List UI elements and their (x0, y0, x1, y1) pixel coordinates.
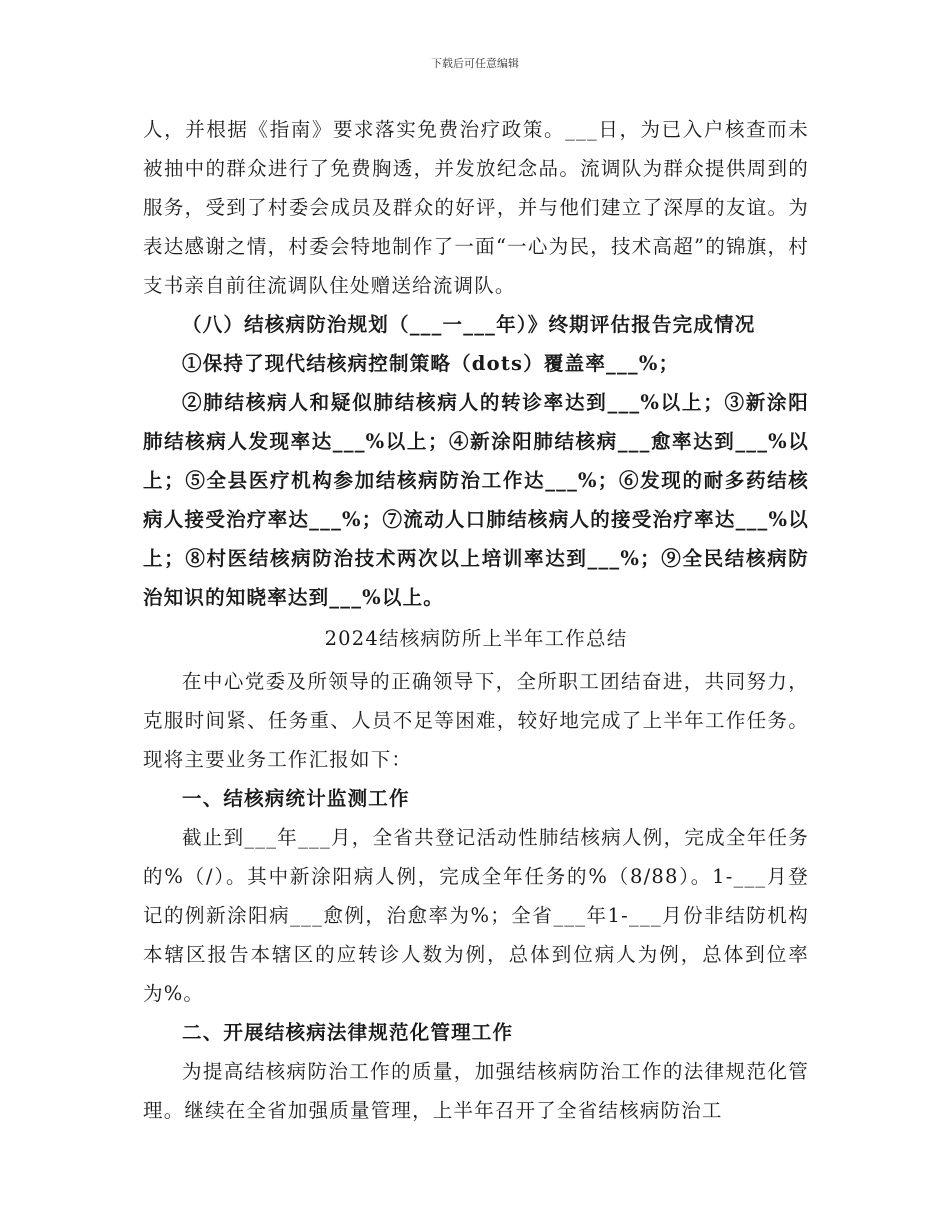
section-heading: 一、结核病统计监测工作 (182, 787, 410, 810)
list-paragraph: ②肺结核病人和疑似肺结核病人的转诊率达到___%以上；③新涂阳肺结核病人发现率达___%以上；④新涂阳肺结核病___愈率达到___%以上；⑤全县医疗机构参加结核病防治工作达___%；⑥发现的耐多药结核病人接受治疗率达___%；⑦流动人口肺结核病人的接受治疗率达___%以上；⑧村医结核病防治技术两次以上培训率达到___%；⑨全民结核病防治知识的知晓率达到___%以上。 (143, 391, 809, 609)
document-body (143, 110, 809, 1130)
body-paragraph: 在中心党委及所领导的正确领导下，全所职工团结奋进，共同努力，克服时间紧、任务重、人员不足等困难，较好地完成了上半年工作任务。现将主要业务工作汇报如下： (143, 670, 809, 771)
list-item: ①保持了现代结核病控制策略（dots）覆盖率___%； (182, 352, 680, 375)
body-paragraph: 为提高结核病防治工作的质量，加强结核病防治工作的法律规范化管理。继续在全省加强质量管理，上半年召开了全省结核病防治工 (143, 1060, 809, 1122)
section-heading: 二、开展结核病法律规范化管理工作 (182, 1021, 514, 1044)
section-heading: （八）结核病防治规划（___一___年）》终期评估报告完成情况 (182, 313, 756, 336)
page-header: 下载后可任意编辑 (431, 57, 519, 70)
body-paragraph: 人，并根据《指南》要求落实免费治疗政策。___日，为已入户核查而未被抽中的群众进行了免费胸透，并发放纪念品。流调队为群众提供周到的服务，受到了村委会成员及群众的好评，并与他们建立了深厚的友谊。为表达感谢之情，村委会特地制作了一面“一心为民，技术高超”的锦旗，村支书亲自前往流调队住处赠送给流调队。 (143, 118, 809, 297)
body-paragraph: 截止到___年___月，全省共登记活动性肺结核病人例，完成全年任务的%（/）。其中新涂阳病人例，完成全年任务的%（8/88）。1-___月登记的例新涂阳病___愈例，治愈率为%；全省___年1-___月份非结防机构本辖区报告本辖区的应转诊人数为例，总体到位病人为例，总体到位率为%。 (143, 826, 809, 1005)
document-title: 2024结核病防所上半年工作总结 (324, 627, 628, 650)
